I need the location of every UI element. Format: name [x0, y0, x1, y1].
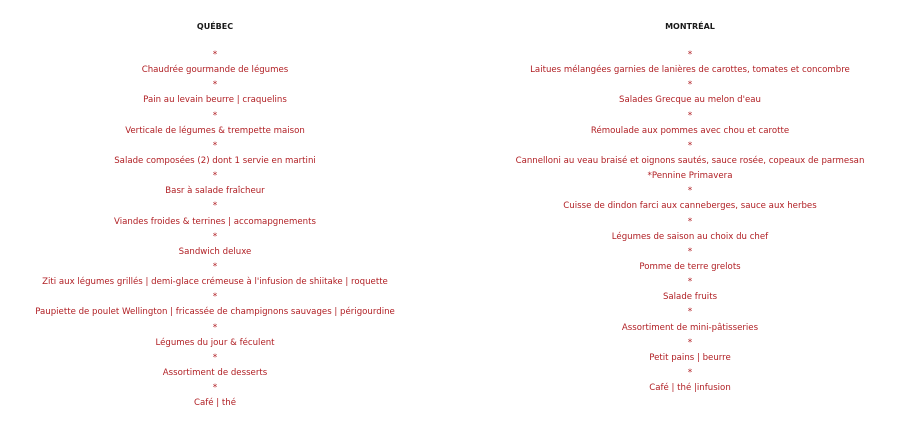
menu-item: Viandes froides & terrines | accomapgnements	[114, 216, 316, 227]
separator-asterisk: *	[212, 292, 218, 303]
menu-item: Cannelloni au veau braisé et oignons sautés, sauce rosée, copeaux de parmesan	[515, 155, 865, 166]
menu-item: Rémoulade aux pommes avec chou et carotte	[590, 125, 790, 136]
separator-asterisk: *	[212, 50, 218, 60]
separator-asterisk: *	[687, 246, 693, 257]
separator-asterisk: *	[212, 322, 218, 333]
menu-item: Salades Grecque au melon d'eau	[618, 95, 761, 106]
separator-asterisk: *	[212, 352, 218, 363]
separator-asterisk: *	[687, 367, 693, 378]
separator-asterisk: *	[687, 186, 693, 197]
separator-asterisk: *	[212, 171, 218, 182]
separator-asterisk: *	[687, 216, 693, 227]
menu-item: Café | thé |infusion	[649, 383, 731, 394]
menu-item: Assortiment de desserts	[162, 367, 268, 378]
separator-asterisk: *	[687, 50, 693, 60]
menu-list-quebec	[0, 48, 430, 411]
menu-item: Petit pains | beurre	[649, 352, 731, 363]
menu-item: Café | thé	[193, 398, 237, 409]
column-heading-montreal: MONTRÉAL	[665, 22, 715, 31]
separator-asterisk: *	[687, 307, 693, 318]
menu-item: Ziti aux légumes grillés | demi-glace crémeuse à l'infusion de shiitake | roquette	[42, 277, 388, 288]
menu-item: Assortiment de mini-pâtisseries	[621, 322, 759, 333]
separator-asterisk: *	[687, 277, 693, 288]
menu-item: Légumes du jour & féculent	[155, 337, 275, 348]
menu-item: Verticale de légumes & trempette maison	[125, 125, 305, 136]
menu-item: Salade composées (2) dont 1 servie en martini	[114, 155, 316, 166]
menu-item: Sandwich deluxe	[178, 246, 252, 257]
column-heading-quebec: QUÉBEC	[196, 22, 234, 31]
separator-asterisk: *	[212, 140, 218, 151]
menu-item: Laitues mélangées garnies de lanières de carottes, tomates et concombre	[530, 65, 850, 76]
separator-asterisk: *	[687, 110, 693, 121]
menu-item: Cuisse de dindon farci aux canneberges, sauce aux herbes	[563, 201, 817, 212]
separator-asterisk: *	[687, 80, 693, 91]
menu-list-montreal	[470, 48, 910, 396]
separator-asterisk: *	[687, 140, 693, 151]
menu-item: Pain au levain beurre | craquelins	[143, 95, 287, 106]
menu-item: Basr à salade fraîcheur	[165, 186, 265, 197]
menu-item: Chaudrée gourmande de légumes	[141, 65, 289, 76]
separator-asterisk: *	[687, 337, 693, 348]
separator-asterisk: *	[212, 261, 218, 272]
menu-item: *Pennine Primavera	[647, 171, 733, 182]
separator-asterisk: *	[212, 231, 218, 242]
menu-item: Légumes de saison au choix du chef	[611, 231, 769, 242]
separator-asterisk: *	[212, 80, 218, 91]
separator-asterisk: *	[212, 110, 218, 121]
menu-item: Paupiette de poulet Wellington | fricassée de champignons sauvages | périgourdine	[35, 307, 395, 318]
separator-asterisk: *	[212, 383, 218, 394]
menu-item: Salade fruits	[662, 292, 718, 303]
menu-item: Pomme de terre grelots	[639, 261, 741, 272]
separator-asterisk: *	[212, 201, 218, 212]
